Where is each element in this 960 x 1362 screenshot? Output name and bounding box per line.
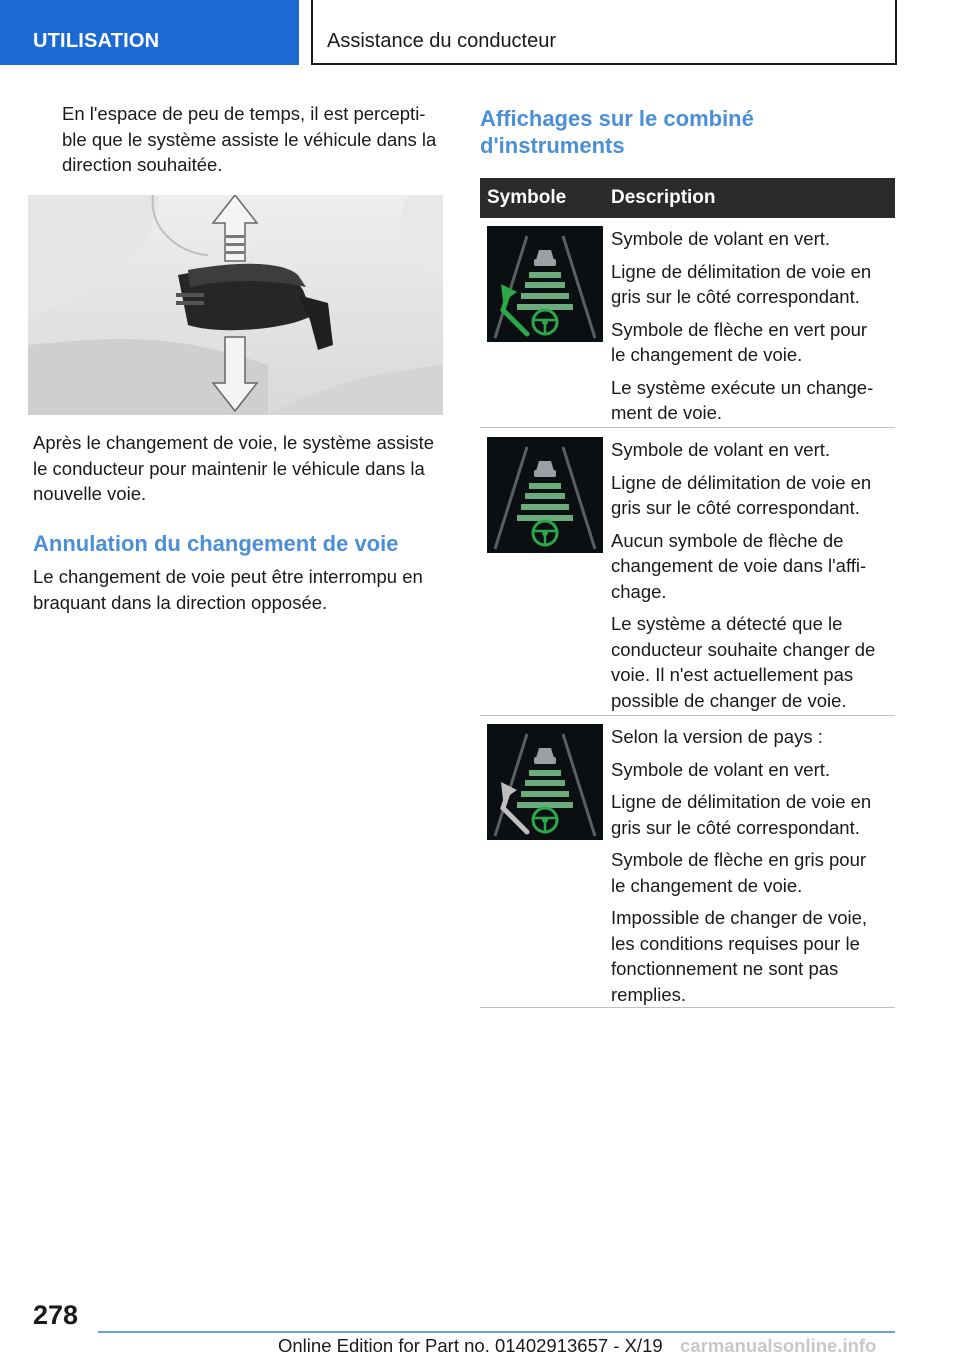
description-line: voie. Il n'est actuellement pas — [611, 664, 854, 685]
description-line: Symbole de flèche en gris pour — [611, 849, 867, 870]
description-line: remplies. — [611, 983, 687, 1005]
lane-change-assistant-icon — [487, 226, 603, 342]
description-line: le changement de voie. — [611, 344, 803, 365]
instrument-display-heading — [480, 105, 754, 159]
intro-text — [62, 101, 436, 178]
cancel-heading: Annulation du changement de voie — [33, 531, 399, 556]
intro-line: direction souhaitée. — [62, 154, 223, 175]
description-paragraph — [611, 317, 893, 368]
description-line: Symbole de volant en vert. — [611, 758, 831, 780]
description-paragraph — [611, 375, 893, 426]
road-stripe — [529, 272, 561, 278]
description-line: Symbole de flèche en vert pour — [611, 318, 868, 340]
description-paragraph — [611, 847, 893, 898]
vehicle-ahead-icon — [536, 748, 554, 758]
page-number: 278 — [33, 1300, 79, 1330]
chapter-title: Assistance du conducteur — [327, 30, 557, 52]
row-divider — [480, 1007, 895, 1008]
column-header-description: Description — [611, 187, 716, 208]
description-line: Ligne de délimitation de voie en — [611, 260, 872, 282]
vehicle-ahead-icon — [536, 461, 554, 471]
description-paragraph — [611, 528, 893, 605]
road-stripe — [525, 493, 565, 499]
description-line: gris sur le côté correspondant. — [611, 286, 860, 307]
description-line: Aucun symbole de flèche de — [611, 529, 844, 551]
table-header — [480, 178, 895, 218]
cancel-line: braquant dans la direction opposée. — [33, 591, 328, 613]
description-line: Impossible de changer de voie, — [611, 907, 868, 928]
turn-signal-stalk-illustration — [28, 195, 443, 415]
description-line: Symbole de volant en vert. — [611, 439, 831, 460]
intro-line: ble que le système assiste le véhicule dans la — [62, 128, 437, 150]
vehicle-body — [534, 757, 556, 764]
section-tab — [0, 0, 299, 65]
description-line: Ligne de délimitation de voie en — [611, 471, 872, 493]
after-line: Après le changement de voie, le système assiste — [33, 432, 435, 453]
heading-line: d'instruments — [480, 133, 625, 158]
description-line: Le système exécute un change- — [611, 376, 874, 398]
description-line: les conditions requises pour le — [611, 932, 860, 954]
lane-change-symbol-icon — [487, 437, 603, 553]
vehicle-ahead-icon — [536, 250, 554, 260]
lane-change-assistant-icon — [487, 724, 603, 840]
description-line: changement de voie dans l'affi- — [611, 555, 867, 576]
heading-line: Affichages sur le combiné — [480, 106, 754, 131]
cancel-line: Le changement de voie peut être interrompu en — [33, 566, 423, 587]
description-line: ment de voie. — [611, 402, 723, 423]
after-line: nouvelle voie. — [33, 483, 147, 504]
description-line: gris sur le côté correspondant. — [611, 497, 860, 518]
lane-change-symbol-icon — [487, 724, 603, 840]
intro-line: En l'espace de peu de temps, il est percepti- — [62, 103, 426, 124]
description-line: conducteur souhaite changer de — [611, 638, 876, 660]
road-stripe — [529, 770, 561, 776]
description-line: Le système a détecté que le — [611, 613, 843, 634]
lane-change-assistant-icon — [487, 437, 603, 553]
edition-text: Online Edition for Part no. 01402913657 - X/19 — [278, 1335, 663, 1356]
description-line: possible de changer de voie. — [611, 689, 847, 711]
description-paragraph — [611, 757, 893, 783]
description-paragraph — [611, 259, 893, 310]
chapter-header — [311, 0, 897, 65]
row-divider — [480, 427, 895, 428]
description-line: Symbole de volant en vert. — [611, 228, 831, 249]
vehicle-body — [534, 470, 556, 477]
description-line: gris sur le côté correspondant. — [611, 816, 860, 838]
watermark: carmanualsonline.info — [680, 1335, 877, 1356]
road-stripe — [521, 504, 569, 510]
after-line: le conducteur pour maintenir le véhicule dans la — [33, 457, 425, 479]
table-row — [611, 226, 893, 433]
description-line: chage. — [611, 580, 667, 602]
table-row — [611, 437, 893, 720]
cancel-text — [33, 564, 423, 615]
description-line: Selon la version de pays : — [611, 726, 823, 747]
description-line: fonctionnement ne sont pas — [611, 958, 839, 979]
stalk-illustration-icon — [28, 195, 443, 415]
road-stripe — [521, 293, 569, 299]
description-paragraph — [611, 905, 893, 1007]
footer-rule — [98, 1331, 895, 1333]
table-row — [611, 724, 893, 1014]
description-paragraph — [611, 724, 893, 750]
after-change-text — [33, 430, 434, 507]
lane-change-symbol-icon — [487, 226, 603, 342]
row-divider — [480, 715, 895, 716]
road-stripe — [525, 780, 565, 786]
road-stripe — [529, 483, 561, 489]
description-paragraph — [611, 470, 893, 521]
description-line: le changement de voie. — [611, 874, 803, 896]
section-title: UTILISATION — [33, 30, 160, 52]
description-paragraph — [611, 437, 893, 463]
road-stripe — [521, 791, 569, 797]
description-paragraph — [611, 226, 893, 252]
description-paragraph — [611, 789, 893, 840]
vehicle-body — [534, 259, 556, 266]
road-stripe — [525, 282, 565, 288]
column-header-symbol: Symbole — [487, 187, 567, 208]
description-line: Ligne de délimitation de voie en — [611, 791, 872, 812]
description-paragraph — [611, 611, 893, 713]
